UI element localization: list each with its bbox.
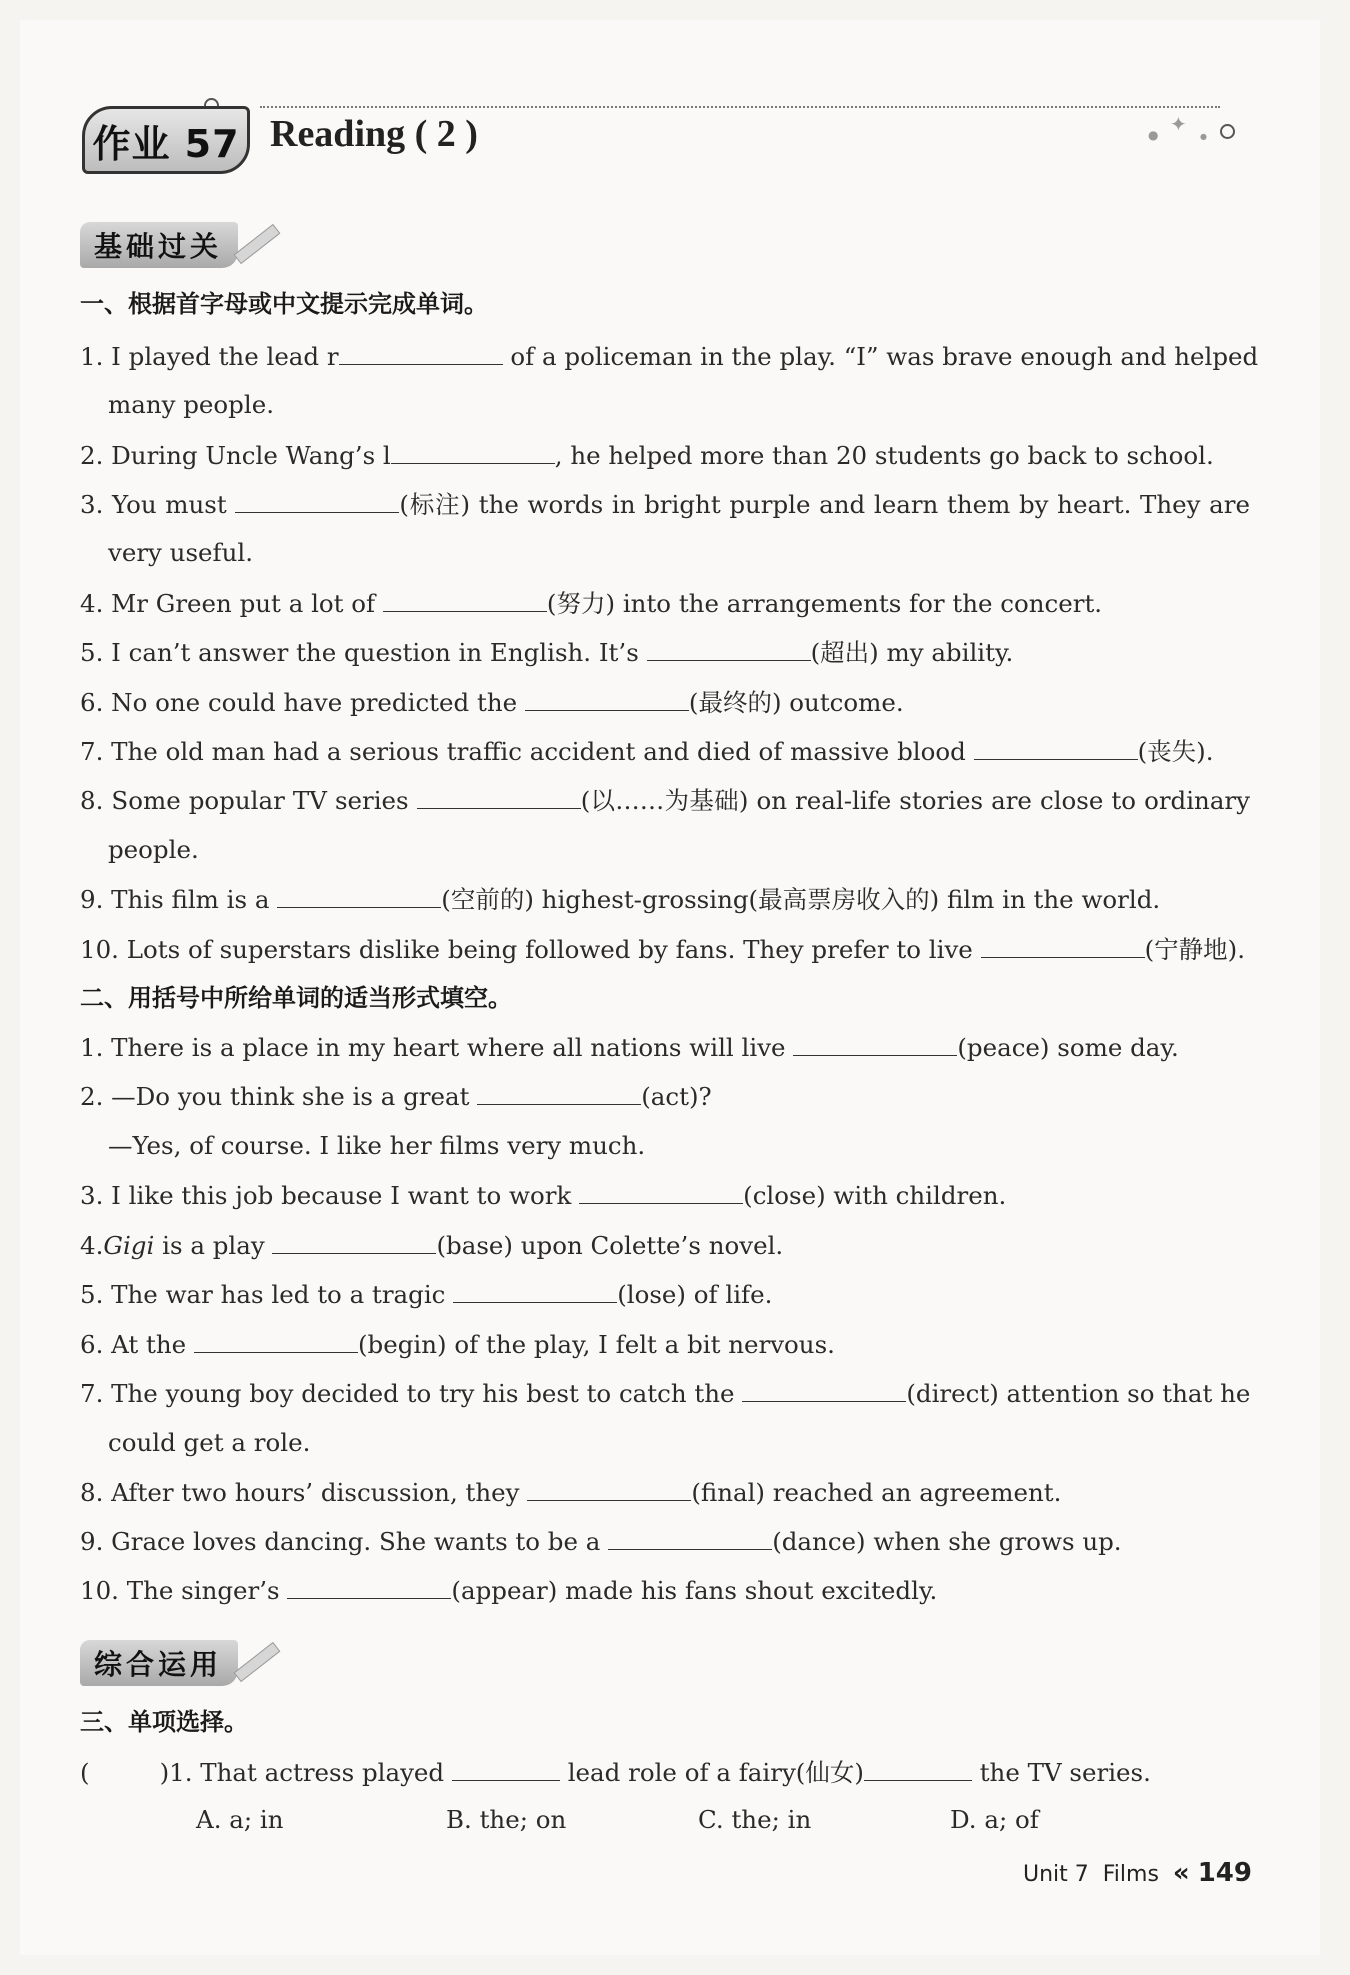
page-header — [82, 98, 1250, 178]
page-number: 149 — [1197, 1858, 1252, 1888]
answer-blank[interactable] — [793, 1031, 957, 1056]
part1-q1-cont: many people. — [108, 390, 274, 419]
ring-icon — [1220, 124, 1235, 139]
option-c[interactable]: C. the; in — [698, 1805, 812, 1834]
answer-blank[interactable] — [272, 1229, 436, 1254]
part2-q10: 10. The singer’s (appear) made his fans shout excitedly. — [80, 1576, 938, 1605]
part1-q8-cont: people. — [108, 835, 199, 864]
page-title: Reading ( 2 ) — [270, 113, 478, 155]
part2-q7: 7. The young boy decided to try his best to catch the (direct) attention so that he — [80, 1379, 1251, 1408]
answer-blank[interactable] — [647, 636, 811, 661]
answer-blank[interactable] — [417, 784, 581, 809]
part1-q2: 2. During Uncle Wang’s l , he helped more than 20 students go back to school. — [80, 441, 1214, 470]
answer-blank[interactable] — [287, 1574, 451, 1599]
answer-blank[interactable] — [277, 883, 441, 908]
answer-blank[interactable] — [453, 1278, 617, 1303]
answer-blank[interactable] — [194, 1328, 358, 1353]
part1-q9: 9. This film is a (空前的) highest-grossing(最高票房收入的) film in the world. — [80, 885, 1161, 914]
part1-q10: 10. Lots of superstars dislike being followed by fans. They prefer to live (宁静地). — [80, 935, 1245, 964]
section-banner-application: 综合运用 — [80, 1640, 238, 1686]
section-banner-basics: 基础过关 — [80, 222, 238, 268]
answer-blank[interactable] — [527, 1476, 691, 1501]
answer-blank[interactable] — [608, 1525, 772, 1550]
option-b[interactable]: B. the; on — [446, 1805, 567, 1834]
part2-q3: 3. I like this job because I want to work (close) with children. — [80, 1181, 1007, 1210]
part2-q2: 2. —Do you think she is a great (act)? — [80, 1082, 712, 1111]
answer-blank[interactable] — [339, 340, 503, 365]
part2-q5: 5. The war has led to a tragic (lose) of life. — [80, 1280, 773, 1309]
part2-q4: 4.Gigi is a play (base) upon Colette’s novel. — [80, 1231, 784, 1260]
answer-blank[interactable] — [391, 439, 555, 464]
part2-heading: 二、用括号中所给单词的适当形式填空。 — [80, 984, 512, 1012]
part3-q1: ( )1. That actress played lead role of a fairy(仙女) the TV series. — [80, 1758, 1151, 1787]
part1-q6: 6. No one could have predicted the (最终的) outcome. — [80, 688, 904, 717]
option-d[interactable]: D. a; of — [950, 1805, 1039, 1834]
page-footer — [1023, 1858, 1252, 1888]
answer-blank[interactable] — [981, 933, 1145, 958]
double-chevron-left-icon: « — [1172, 1858, 1184, 1888]
answer-blank[interactable] — [452, 1756, 560, 1781]
option-a[interactable]: A. a; in — [196, 1805, 284, 1834]
header-divider — [260, 106, 1220, 108]
answer-blank[interactable] — [742, 1377, 906, 1402]
part1-q7: 7. The old man had a serious traffic accident and died of massive blood (丧失). — [80, 737, 1214, 766]
part1-q1: 1. I played the lead r of a policeman in the play. “I” was brave enough and helped — [80, 342, 1259, 371]
answer-blank[interactable] — [525, 686, 689, 711]
part2-q9: 9. Grace loves dancing. She wants to be a (dance) when she grows up. — [80, 1527, 1122, 1556]
part1-q5: 5. I can’t answer the question in English. It’s (超出) my ability. — [80, 638, 1014, 667]
part1-q4: 4. Mr Green put a lot of (努力) into the arrangements for the concert. — [80, 589, 1103, 618]
part2-q6: 6. At the (begin) of the play, I felt a bit nervous. — [80, 1330, 835, 1359]
part1-heading: 一、根据首字母或中文提示完成单词。 — [80, 290, 488, 318]
answer-blank[interactable] — [974, 735, 1138, 760]
part3-heading: 三、单项选择。 — [80, 1708, 248, 1736]
answer-blank[interactable] — [477, 1080, 641, 1105]
answer-blank[interactable] — [579, 1179, 743, 1204]
part2-q7-cont: could get a role. — [108, 1428, 311, 1457]
answer-blank[interactable] — [235, 488, 399, 513]
part2-q1: 1. There is a place in my heart where all nations will live (peace) some day. — [80, 1033, 1179, 1062]
part1-q3: 3. You must (标注) the words in bright purple and learn them by heart. They are — [80, 490, 1250, 519]
part2-q2-reply: —Yes, of course. I like her films very much. — [108, 1131, 646, 1160]
dot-icon: ● — [1200, 132, 1207, 141]
sparkle-icon: ✦ — [1170, 112, 1187, 136]
answer-blank[interactable] — [383, 587, 547, 612]
footer-topic: Films — [1102, 1862, 1159, 1887]
answer-blank[interactable] — [864, 1756, 972, 1781]
part1-q3-cont: very useful. — [108, 538, 254, 567]
homework-badge: 作业 57 — [82, 106, 250, 174]
dot-icon: ● — [1148, 128, 1159, 142]
part1-q8: 8. Some popular TV series (以……为基础) on real-life stories are close to ordinary — [80, 786, 1250, 815]
part2-q8: 8. After two hours’ discussion, they (final) reached an agreement. — [80, 1478, 1062, 1507]
footer-unit: Unit 7 — [1022, 1862, 1089, 1887]
